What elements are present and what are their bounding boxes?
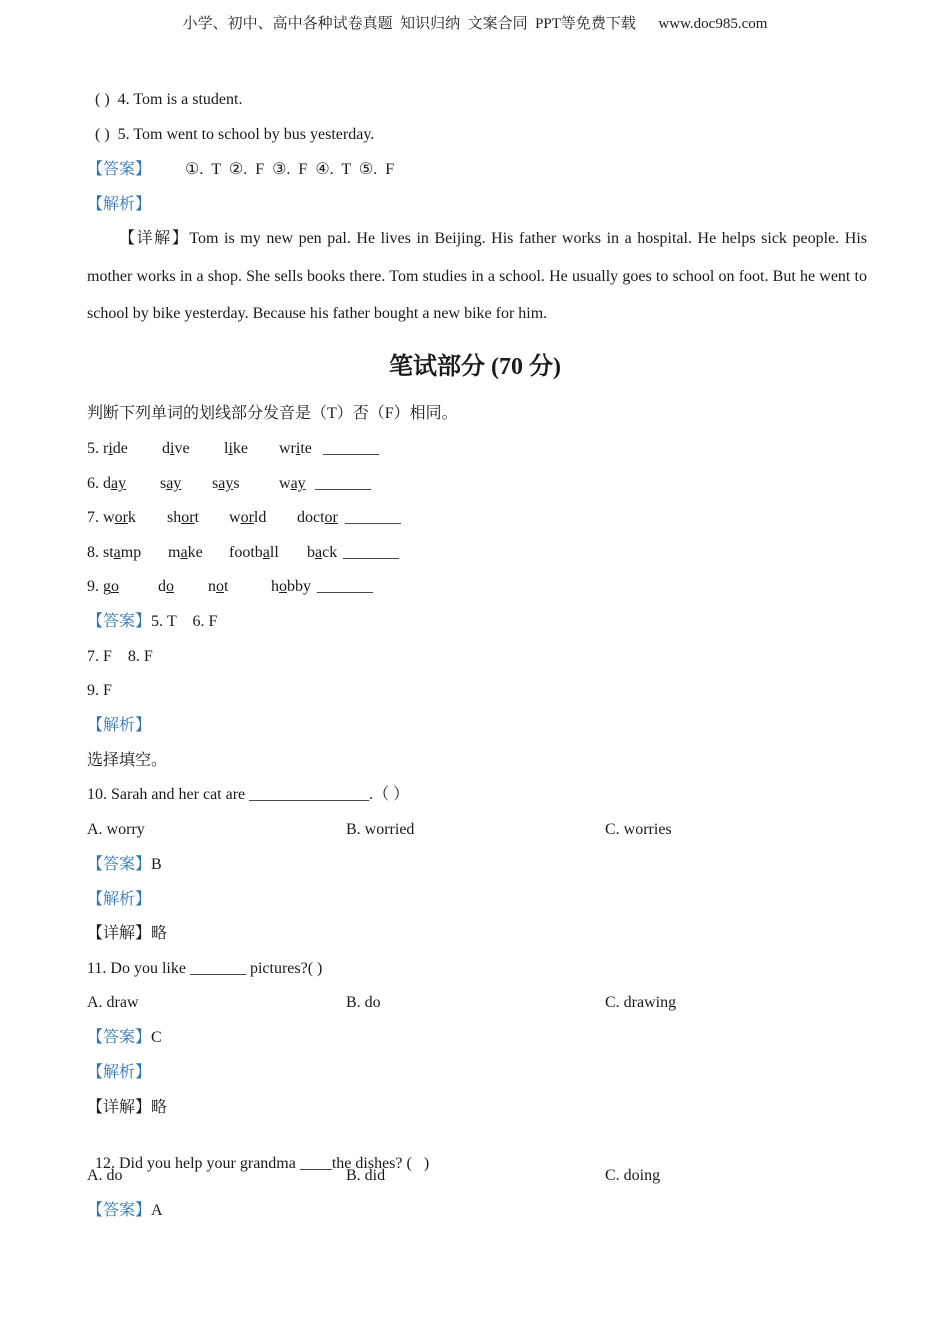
question-number: 8. [87, 544, 99, 561]
analysis-tag: 【解析】 [87, 717, 152, 734]
analysis-tag: 【解析】 [87, 196, 152, 213]
choice-instruction: 选择填空。 [87, 752, 168, 769]
detail-tag: 【详解】 [87, 1099, 152, 1116]
phonics-instruction: 判断下列单词的划线部分发音是（T）否（F）相同。 [87, 405, 458, 422]
word: write [279, 440, 312, 457]
answer-line [87, 159, 394, 181]
word: says [212, 475, 240, 492]
analysis-tag: 【解析】 [87, 891, 152, 908]
page-header: 小学、初中、高中各种试卷真题 知识归纳 文案合同 PPT等免费下载 www.doc985.com [182, 16, 768, 32]
detail-tag: 【详解】 [87, 925, 152, 942]
answer-blank: _______ [343, 544, 399, 561]
word: hobby [271, 578, 311, 595]
phonics-question-6 [87, 473, 371, 495]
option-c: C. drawing [605, 994, 677, 1011]
question-number: 9. [87, 578, 99, 595]
answer-blank: _______ [317, 578, 373, 595]
answer-tag: 【答案】 [87, 161, 152, 178]
word: way [279, 475, 306, 492]
phonics-answer-line-2: 7. F 8. F [87, 648, 153, 665]
question-text: 12. Did you help your grandma [95, 1155, 300, 1172]
question-number: 5. [87, 440, 99, 457]
question-text-end: the dishes? ( ) [331, 1155, 430, 1172]
option-a: A. draw [87, 994, 139, 1011]
word: say [160, 475, 182, 492]
answer-line [87, 1200, 163, 1222]
detail-line [87, 1097, 167, 1119]
word: make [168, 544, 203, 561]
answer-paren: ( ) [95, 126, 110, 143]
phonics-answer-line-3: 9. F [87, 682, 112, 699]
option-a: A. do [87, 1167, 123, 1184]
word: day [103, 475, 127, 492]
phonics-question-9 [87, 576, 373, 598]
detail-paragraph [87, 220, 867, 333]
answer-line [87, 854, 162, 876]
word: doctor [297, 509, 338, 526]
word: back [307, 544, 338, 561]
word: go [103, 578, 119, 595]
word: not [208, 578, 229, 595]
option-c: C. doing [605, 1167, 661, 1184]
option-a: A. worry [87, 821, 145, 838]
answer-blank: _______ [345, 509, 401, 526]
question-number: 7. [87, 509, 99, 526]
detail-tag: 【详解】 [119, 230, 190, 247]
phonics-question-5 [87, 438, 379, 460]
word: short [167, 509, 200, 526]
detail-text: 略 [151, 1099, 168, 1116]
answer-line [87, 1027, 162, 1049]
answer-blank: _______ [315, 475, 371, 492]
answer-tag: 【答案】 [87, 1202, 152, 1219]
question-5 [87, 124, 374, 146]
word: dive [162, 440, 190, 457]
question-text: 4. Tom is a student. [117, 91, 243, 108]
section-title: 笔试部分 (70 分) [389, 354, 561, 380]
question-11: 11. Do you like _______ pictures?( ) [87, 960, 323, 977]
question-4 [87, 89, 242, 111]
answer-blank: ____ [299, 1155, 332, 1172]
answer-text: B [151, 856, 162, 873]
phonics-question-8 [87, 542, 399, 564]
detail-text: Tom is my new pen pal. He lives in Beijing. His father works in a hospital. He helps sick people. His mother works in a shop. She sells books there. Tom studies in a school. He usually goes to school on foot. But he went to school by bike yesterday. Because his father bought a new bike for him. [87, 230, 867, 322]
answer-paren: ( ) [95, 91, 110, 108]
word: ride [103, 440, 128, 457]
word: do [158, 578, 174, 595]
answer-blank: _______ [323, 440, 379, 457]
option-c: C. worries [605, 821, 672, 838]
answer-text: 5. T 6. F [151, 613, 218, 630]
question-number: 6. [87, 475, 99, 492]
word: stamp [103, 544, 142, 561]
answer-tag: 【答案】 [87, 613, 152, 630]
question-text: 5. Tom went to school by bus yesterday. [117, 126, 375, 143]
answer-text: C [151, 1029, 162, 1046]
detail-text: 略 [151, 925, 168, 942]
word: work [103, 509, 136, 526]
option-b: B. worried [346, 821, 415, 838]
word: football [229, 544, 279, 561]
phonics-answer-line [87, 611, 217, 633]
question-10: 10. Sarah and her cat are _______________.（ ） [87, 786, 410, 803]
answer-text: ①. T ②. F ③. F ④. T ⑤. F [185, 161, 395, 178]
answer-text: A [151, 1202, 163, 1219]
detail-line [87, 923, 167, 945]
phonics-question-7 [87, 507, 401, 529]
answer-tag: 【答案】 [87, 1029, 152, 1046]
analysis-tag: 【解析】 [87, 1064, 152, 1081]
word: like [224, 440, 249, 457]
word: world [229, 509, 267, 526]
option-b: B. do [346, 994, 381, 1011]
answer-tag: 【答案】 [87, 856, 152, 873]
option-b: B. did [346, 1167, 386, 1184]
